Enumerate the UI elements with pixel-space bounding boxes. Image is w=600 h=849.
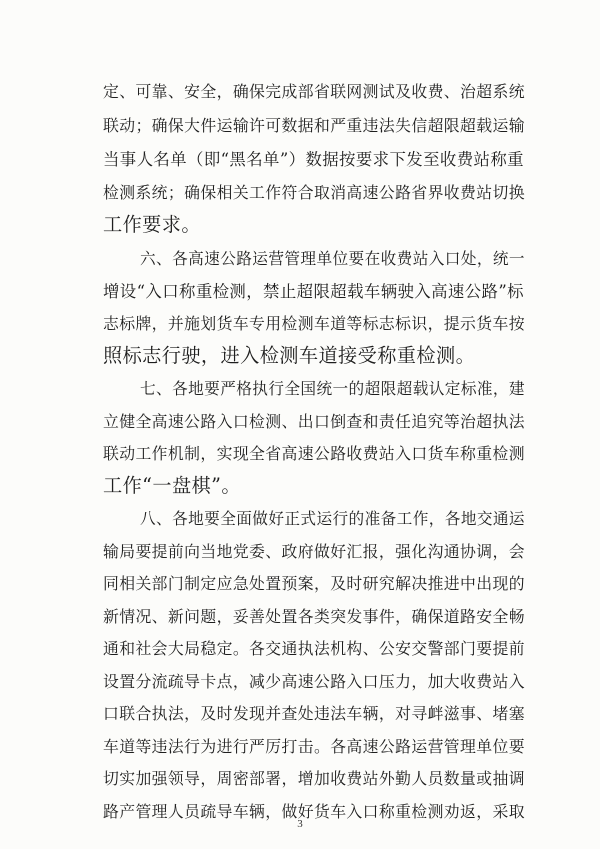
text-line: 联动；确保大件运输许可数据和严重违法失信超限超载运输 <box>103 116 525 135</box>
text-line: 车道等违法行为进行严厉打击。各高速公路运营管理单位要 <box>103 737 525 756</box>
text-line: 输局要提前向当地党委、政府做好汇报，强化沟通协调，会 <box>103 542 525 561</box>
text-line: 同相关部门制定应急处置预案，及时研究解决推进中出现的 <box>103 574 525 593</box>
text-line: 新情况、新问题，妥善处置各类突发事件，确保道路安全畅 <box>103 607 525 626</box>
paragraph-six-first-line: 六、各高速公路运营管理单位要在收费站入口处，统一 <box>140 249 525 268</box>
text-line: 设置分流疏导卡点，减少高速公路入口压力，加大收费站入 <box>103 672 525 691</box>
text-line: 当事人名单（即“黑名单”）数据按要求下发至收费站称重 <box>103 150 524 169</box>
text-line: 增设“入口称重检测，禁止超限超载车辆驶入高速公路”标 <box>103 282 524 301</box>
text-line: 立健全高速公路入口检测、出口倒查和责任追究等治超执法 <box>103 412 525 431</box>
paragraph-eight-first-line: 八、各地要全面做好正式运行的准备工作，各地交通运 <box>140 509 525 528</box>
text-line: 通和社会大局稳定。各交通执法机构、公安交警部门要提前 <box>103 639 525 658</box>
page-number: 3 <box>297 818 303 830</box>
text-line: 口联合执法，及时发现并查处违法车辆，对寻衅滋事、堵塞 <box>103 704 525 723</box>
text-line: 工作“一盘棋”。 <box>103 474 241 497</box>
text-line: 路产管理人员疏导车辆，做好货车入口称重检测劝返，采取 <box>103 802 525 821</box>
text-line: 定、可靠、安全，确保完成部省联网测试及收费、治超系统 <box>103 82 525 101</box>
text-line: 志标牌，并施划货车专用检测车道等标志标识，提示货车按 <box>103 314 525 333</box>
text-line: 检测系统；确保相关工作符合取消高速公路省界收费站切换 <box>103 183 525 202</box>
text-line: 工作要求。 <box>103 213 201 236</box>
paragraph-seven-first-line: 七、各地要严格执行全国统一的超限超载认定标准，建 <box>140 379 525 398</box>
text-line: 切实加强领导，周密部署，增加收费站外勤人员数量或抽调 <box>103 769 525 788</box>
text-line: 照标志行驶，进入检测车道接受称重检测。 <box>103 344 476 367</box>
text-line: 联动工作机制，实现全省高速公路收费站入口货车称重检测 <box>103 444 525 463</box>
